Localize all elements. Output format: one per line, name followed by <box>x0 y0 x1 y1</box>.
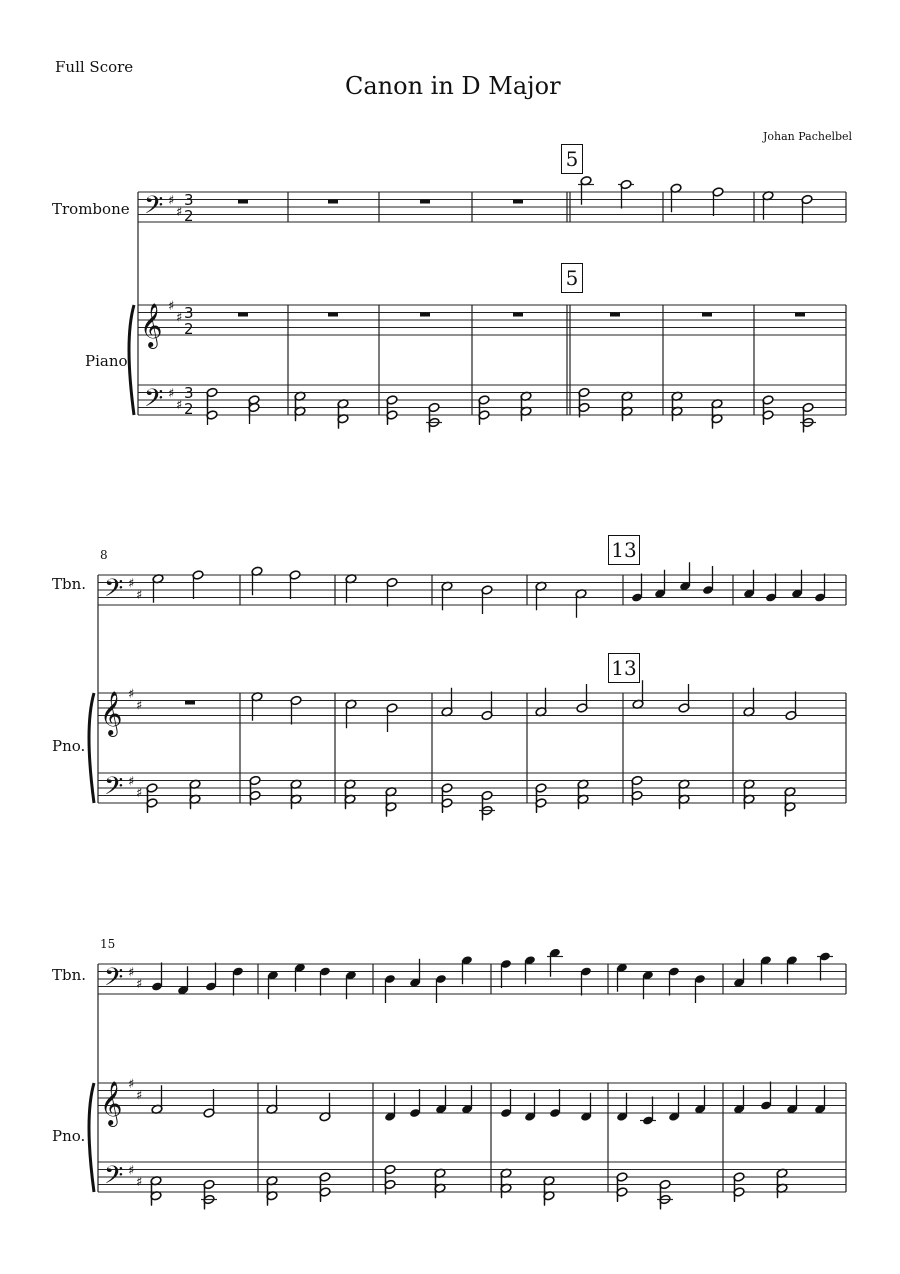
time-sig-bottom: 2 <box>184 320 194 338</box>
whole-rest <box>795 313 805 317</box>
sharp-sign: ♯ <box>136 587 143 603</box>
bass-clef: 𝄢 <box>104 772 124 807</box>
sharp-sign: ♯ <box>176 204 183 220</box>
whole-rest <box>185 701 195 705</box>
sharp-sign: ♯ <box>136 976 143 992</box>
sharp-sign: ♯ <box>168 299 175 314</box>
whole-rest <box>513 200 523 204</box>
piano-brace <box>89 693 94 803</box>
sharp-sign: ♯ <box>136 1174 143 1190</box>
sharp-sign: ♯ <box>176 397 183 413</box>
treble-clef: 𝄞 <box>140 303 163 347</box>
sharp-sign: ♯ <box>128 576 135 592</box>
whole-rest <box>238 313 248 317</box>
rehearsal-mark: 5 <box>561 263 583 293</box>
whole-rest <box>513 313 523 317</box>
whole-rest <box>420 200 430 204</box>
composer: Johan Pachelbel <box>763 130 853 143</box>
treble-clef: 𝄞 <box>100 1081 123 1125</box>
time-sig-bottom: 2 <box>184 400 194 418</box>
measure-number: 15 <box>100 937 116 951</box>
sharp-sign: ♯ <box>128 1163 135 1179</box>
instrument-label-piano-short: Pno. <box>52 1127 86 1145</box>
sharp-sign: ♯ <box>168 386 175 402</box>
sharp-sign: ♯ <box>136 785 143 801</box>
whole-rest <box>328 200 338 204</box>
whole-rest <box>702 313 712 317</box>
piano-brace <box>89 1083 94 1192</box>
sharp-sign: ♯ <box>128 687 135 702</box>
instrument-label-trombone-short: Tbn. <box>52 575 87 593</box>
sharp-sign: ♯ <box>128 1077 135 1092</box>
sharp-sign: ♯ <box>136 698 143 714</box>
piano-brace <box>129 305 134 415</box>
measure-number: 8 <box>100 548 108 562</box>
score-title: Canon in D Major <box>345 72 561 100</box>
time-sig-top: 3 <box>184 191 194 209</box>
sharp-sign: ♯ <box>128 774 135 790</box>
sharp-sign: ♯ <box>128 965 135 981</box>
sharp-sign: ♯ <box>176 310 183 326</box>
instrument-label-trombone: Trombone <box>52 200 130 218</box>
sharp-sign: ♯ <box>168 193 175 209</box>
whole-rest <box>420 313 430 317</box>
rehearsal-mark: 13 <box>608 535 640 565</box>
instrument-label-trombone-short: Tbn. <box>52 966 87 984</box>
bass-clef: 𝄢 <box>144 191 164 226</box>
instrument-label-piano: Piano <box>85 352 128 370</box>
sharp-sign: ♯ <box>136 1088 143 1104</box>
treble-clef: 𝄞 <box>100 691 123 735</box>
whole-rest <box>328 313 338 317</box>
bass-clef: 𝄢 <box>104 963 124 998</box>
time-sig-top: 3 <box>184 304 194 322</box>
rehearsal-mark: 13 <box>608 653 640 683</box>
time-sig-bottom: 2 <box>184 207 194 225</box>
whole-rest <box>238 200 248 204</box>
score-label: Full Score <box>55 58 134 76</box>
bass-clef: 𝄢 <box>104 1161 124 1196</box>
whole-rest <box>610 313 620 317</box>
instrument-label-piano-short: Pno. <box>52 737 86 755</box>
time-sig-top: 3 <box>184 384 194 402</box>
bass-clef: 𝄢 <box>104 574 124 609</box>
bass-clef: 𝄢 <box>144 384 164 419</box>
rehearsal-mark: 5 <box>561 144 583 174</box>
